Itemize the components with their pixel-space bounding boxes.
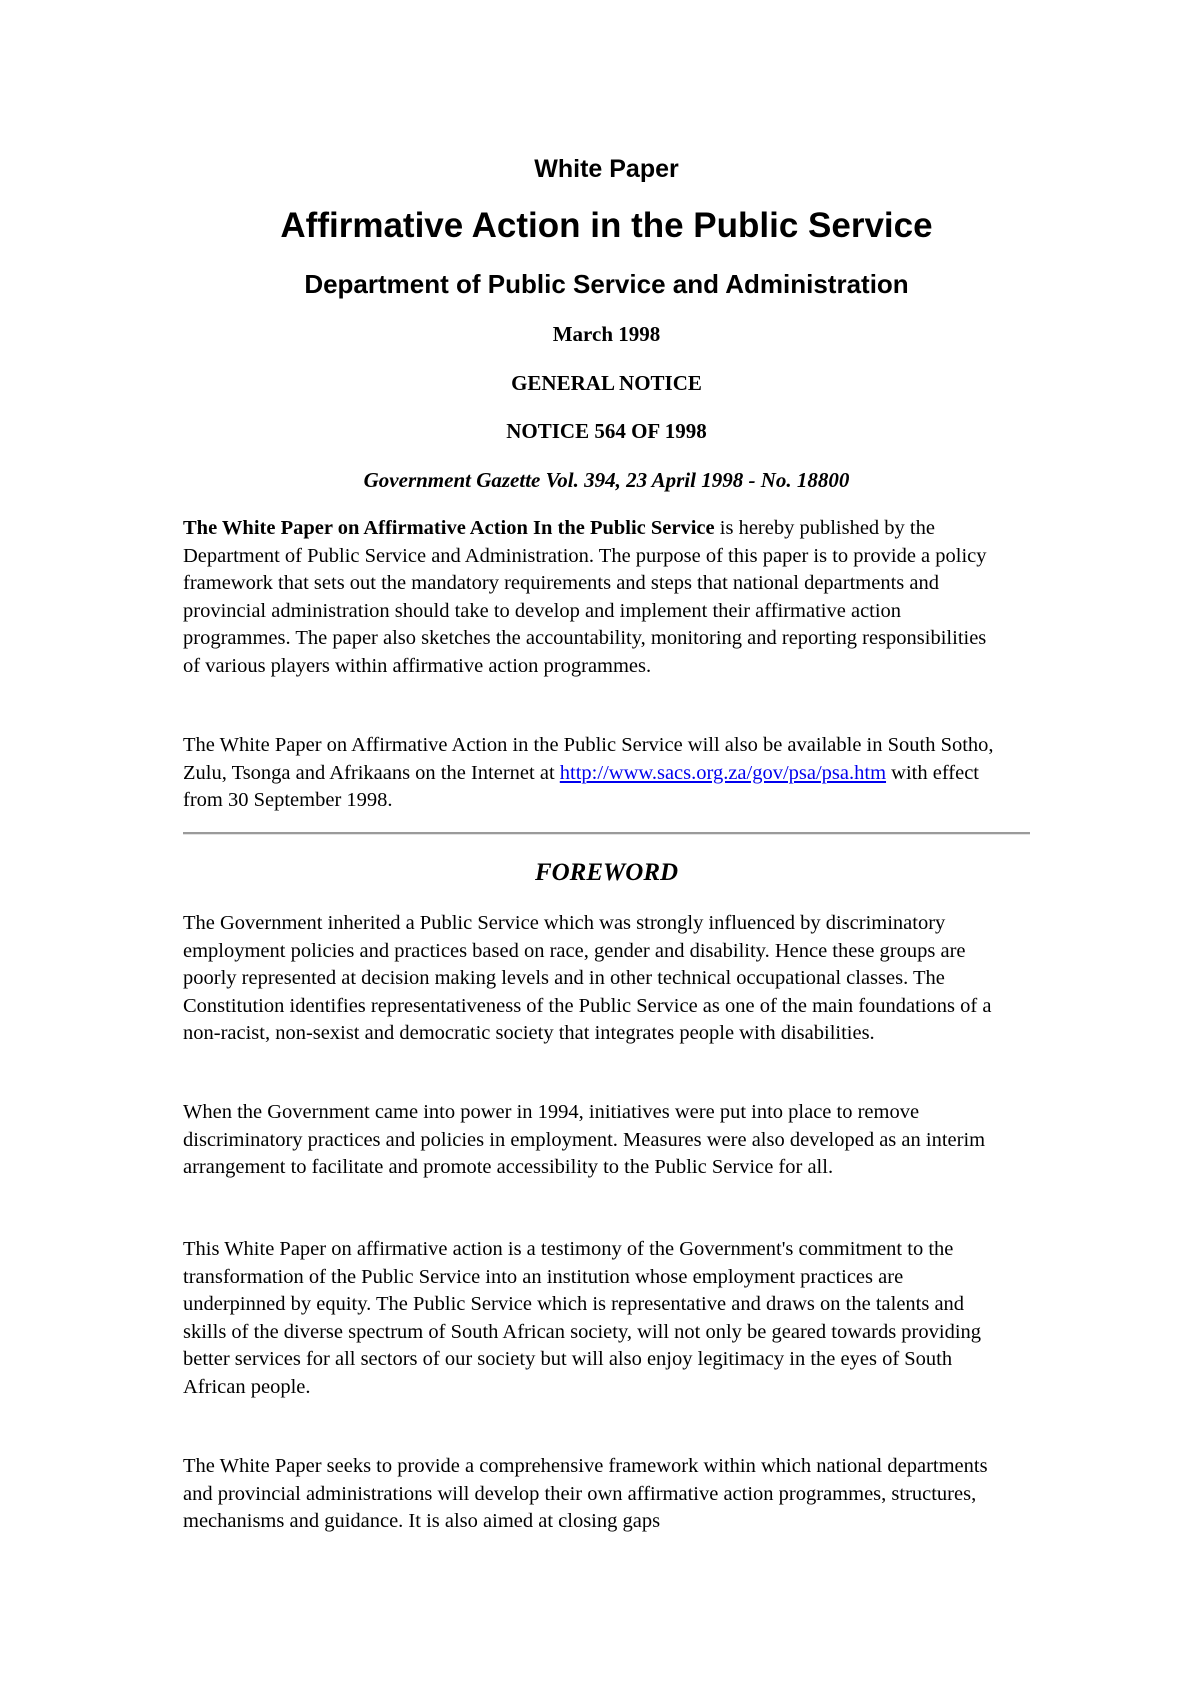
- availability-text-end: with effect from 30 September 1998.: [183, 761, 980, 811]
- gazette-reference: Government Gazette Vol. 394, 23 April 1998 - No. 18800: [363, 468, 850, 492]
- availability-paragraph: [183, 732, 1003, 815]
- foreword-heading: FOREWORD: [534, 859, 679, 886]
- horizontal-divider: [183, 832, 1030, 835]
- foreword-paragraph: The White Paper seeks to provide a comprehensive framework within which national departments and provincial administrations will develop their own affirmative action programmes, structures, mechanisms and guidance. It is also aimed at closing gaps: [183, 1455, 988, 1532]
- foreword-paragraph: When the Government came into power in 1994, initiatives were put into place to remove discriminatory practices and policies in employment. Measures were also developed as an interim arrangement to facilitate and promote accessibility to the Public Service for all.: [183, 1101, 986, 1178]
- availability-text: The White Paper on Affirmative Action in the Public Service will also be available in South Sotho, Zulu, Tsonga and Afrikaans on the Internet at: [183, 734, 994, 784]
- psa-website-link[interactable]: http://www.sacs.org.za/gov/psa/psa.htm: [559, 761, 887, 784]
- document-title: Affirmative Action in the Public Service: [280, 206, 933, 245]
- intro-text: is hereby published by the Department of Public Service and Administration. The purpose of this paper is to provide a policy framework that sets out the mandatory requirements and steps that national departments and provincial administration should take to develop and implement their affirmative action programmes. The paper also sketches the accountability, monitoring and reporting responsibilities of various players within affirmative action programmes.: [183, 517, 987, 677]
- foreword-paragraph: The Government inherited a Public Service which was strongly influenced by discriminatory employment policies and practices based on race, gender and disability. Hence these groups are poorly represented at decision making levels and in other technical occupational classes. The Constitution identifies representativeness of the Public Service as one of the main foundations of a non-racist, non-sexist and democratic society that integrates people with disabilities.: [183, 912, 992, 1044]
- intro-bold-title: The White Paper on Affirmative Action In the Public Service: [183, 517, 715, 539]
- document-type-heading: White Paper: [534, 155, 679, 183]
- department-heading: Department of Public Service and Administration: [304, 269, 909, 299]
- intro-paragraph: [183, 515, 1003, 680]
- foreword-paragraph: This White Paper on affirmative action is a testimony of the Government's commitment to the transformation of the Public Service into an institution whose employment practices are underpinned by equity. The Public Service which is representative and draws on the talents and skills of the diverse spectrum of South African society, will not only be geared towards providing better services for all sectors of our society but will also enjoy legitimacy in the eyes of South African people.: [183, 1238, 982, 1398]
- notice-number: NOTICE 564 OF 1998: [506, 419, 707, 443]
- notice-type: GENERAL NOTICE: [511, 371, 702, 395]
- publication-date: March 1998: [552, 322, 661, 346]
